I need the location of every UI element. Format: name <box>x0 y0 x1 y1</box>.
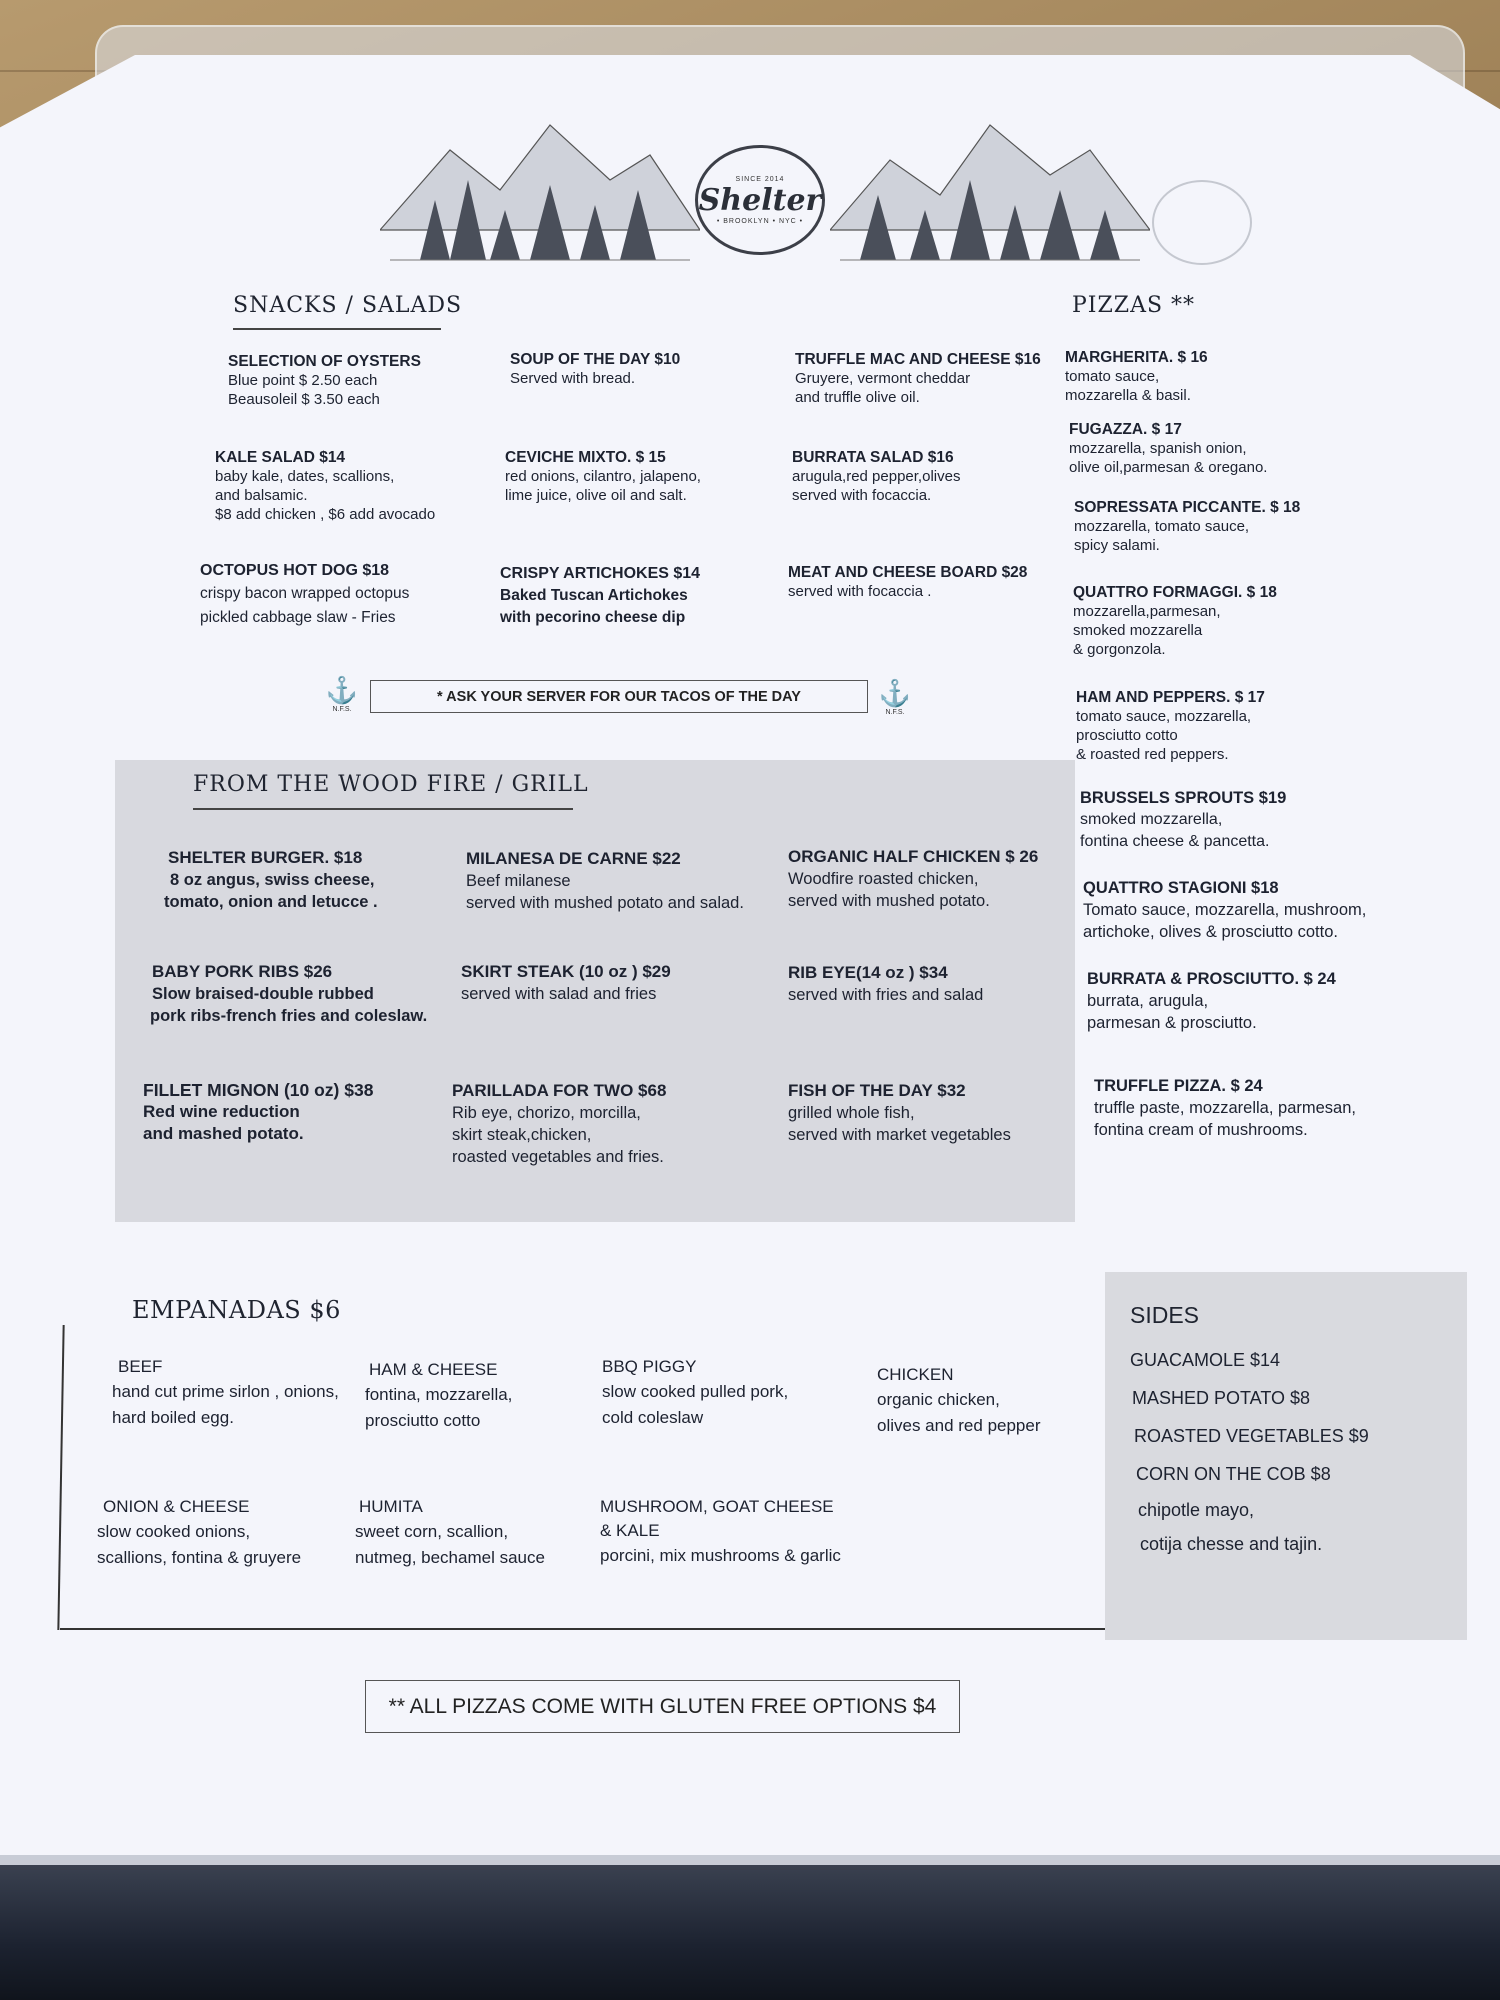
menu-item: QUATTRO FORMAGGI. $ 18 mozzarella,parmesan, smoked mozzarella & gorgonzola. <box>1073 584 1277 658</box>
mountain-illustration-right <box>830 110 1150 265</box>
side-item: ROASTED VEGETABLES $9 <box>1134 1426 1369 1446</box>
anchor-icon: ⚓ N.F.S. <box>325 675 359 713</box>
shelter-logo: SINCE 2014 Shelter • BROOKLYN • NYC • <box>695 145 825 255</box>
menu-item: BURRATA SALAD $16 arugula,red pepper,olives served with focaccia. <box>792 449 961 504</box>
menu-item: FISH OF THE DAY $32 grilled whole fish, served with market vegetables <box>788 1081 1011 1144</box>
menu-item: ORGANIC HALF CHICKEN $ 26 Woodfire roasted chicken, served with mushed potato. <box>788 847 1039 910</box>
menu-item: BABY PORK RIBS $26 Slow braised-double rubbed pork ribs-french fries and coleslaw. <box>150 962 428 1025</box>
menu-item: CEVICHE MIXTO. $ 15 red onions, cilantro, jalapeno, lime juice, olive oil and salt. <box>505 449 701 504</box>
menu-item: KALE SALAD $14 baby kale, dates, scallions, and balsamic. $8 add chicken , $6 add avocado <box>215 449 436 523</box>
mountain-illustration-left <box>380 110 700 265</box>
menu-item: MILANESA DE CARNE $22 Beef milanese served with mushed potato and salad. <box>466 849 744 912</box>
menu-item: MARGHERITA. $ 16 tomato sauce, mozzarella & basil. <box>1065 349 1208 404</box>
menu-item: ONION & CHEESE slow cooked onions, scallions, fontina & gruyere <box>97 1497 302 1567</box>
side-item: chipotle mayo, <box>1138 1500 1255 1520</box>
menu-item: MUSHROOM, GOAT CHEESE & KALE porcini, mix mushrooms & garlic <box>600 1497 841 1565</box>
side-item: GUACAMOLE $14 <box>1130 1350 1281 1370</box>
menu-item: MEAT AND CHEESE BOARD $28 served with focaccia . <box>788 564 1028 600</box>
menu-item: SOUP OF THE DAY $10 Served with bread. <box>510 351 681 387</box>
menu-item: RIB EYE(14 oz ) $34 served with fries and salad <box>788 963 984 1004</box>
empanadas-section-title: EMPANADAS $6 <box>132 1296 341 1324</box>
menu-item: CRISPY ARTICHOKES $14 Baked Tuscan Artichokes with pecorino cheese dip <box>500 565 701 626</box>
gluten-free-note: ** ALL PIZZAS COME WITH GLUTEN FREE OPTIONS $4 <box>365 1680 960 1733</box>
menu-item: BURRATA & PROSCIUTTO. $ 24 burrata, arugula, parmesan & prosciutto. <box>1087 970 1336 1032</box>
menu-item: HAM & CHEESE fontina, mozzarella, prosciutto cotto <box>365 1360 513 1430</box>
anchor-icon: ⚓ N.F.S. <box>878 678 912 716</box>
menu-item: BBQ PIGGY slow cooked pulled pork, cold coleslaw <box>602 1357 789 1427</box>
menu-item: CHICKEN organic chicken, olives and red pepper <box>877 1365 1041 1435</box>
menu-item: HAM AND PEPPERS. $ 17 tomato sauce, mozzarella, prosciutto cotto & roasted red peppers. <box>1076 689 1265 763</box>
menu-item: TRUFFLE MAC AND CHEESE $16 Gruyere, vermont cheddar and truffle olive oil. <box>795 351 1041 406</box>
menu-item: TRUFFLE PIZZA. $ 24 truffle paste, mozzarella, parmesan, fontina cream of mushrooms. <box>1094 1077 1356 1139</box>
sides-section-title: SIDES <box>1130 1302 1200 1328</box>
menu-item: SHELTER BURGER. $18 8 oz angus, swiss cheese, tomato, onion and letucce . <box>164 848 378 911</box>
pizzas-section-title: PIZZAS ** <box>1072 293 1196 318</box>
side-item: CORN ON THE COB $8 <box>1136 1464 1331 1484</box>
menu-item: HUMITA sweet corn, scallion, nutmeg, bechamel sauce <box>355 1497 545 1567</box>
side-item: cotija chesse and tajin. <box>1140 1534 1323 1554</box>
menu-item: QUATTRO STAGIONI $18 Tomato sauce, mozzarella, mushroom, artichoke, olives & prosciutto cotto. <box>1083 879 1367 941</box>
empanadas-frame <box>60 1628 1108 1630</box>
menu-item: SKIRT STEAK (10 oz ) $29 served with salad and fries <box>461 962 671 1003</box>
table-shadow <box>0 1865 1500 2000</box>
menu-item: OCTOPUS HOT DOG $18 crispy bacon wrapped octopus pickled cabbage slaw - Fries <box>200 562 410 626</box>
menu-item: SOPRESSATA PICCANTE. $ 18 mozzarella, tomato sauce, spicy salami. <box>1074 499 1301 554</box>
menu-item: BEEF hand cut prime sirlon , onions, hard boiled egg. <box>112 1357 339 1427</box>
side-item: MASHED POTATO $8 <box>1132 1388 1311 1408</box>
sides-list <box>1130 1350 1369 1568</box>
menu-item: SELECTION OF OYSTERS Blue point $ 2.50 each Beausoleil $ 3.50 each <box>228 353 421 408</box>
menu-item: FUGAZZA. $ 17 mozzarella, spanish onion, olive oil,parmesan & oregano. <box>1069 421 1268 476</box>
grill-section-title: FROM THE WOOD FIRE / GRILL <box>193 772 589 797</box>
menu-item: PARILLADA FOR TWO $68 Rib eye, chorizo, morcilla, skirt steak,chicken, roasted vegetables and fries. <box>452 1081 667 1166</box>
menu-item: FILLET MIGNON (10 oz) $38 Red wine reduction and mashed potato. <box>143 1080 374 1143</box>
tacos-note: * ASK YOUR SERVER FOR OUR TACOS OF THE DAY <box>370 680 868 713</box>
snacks-section-title: SNACKS / SALADS <box>233 293 463 318</box>
menu-item: BRUSSELS SPROUTS $19 smoked mozzarella, fontina cheese & pancetta. <box>1080 789 1287 850</box>
stamp-seal <box>1152 180 1252 265</box>
